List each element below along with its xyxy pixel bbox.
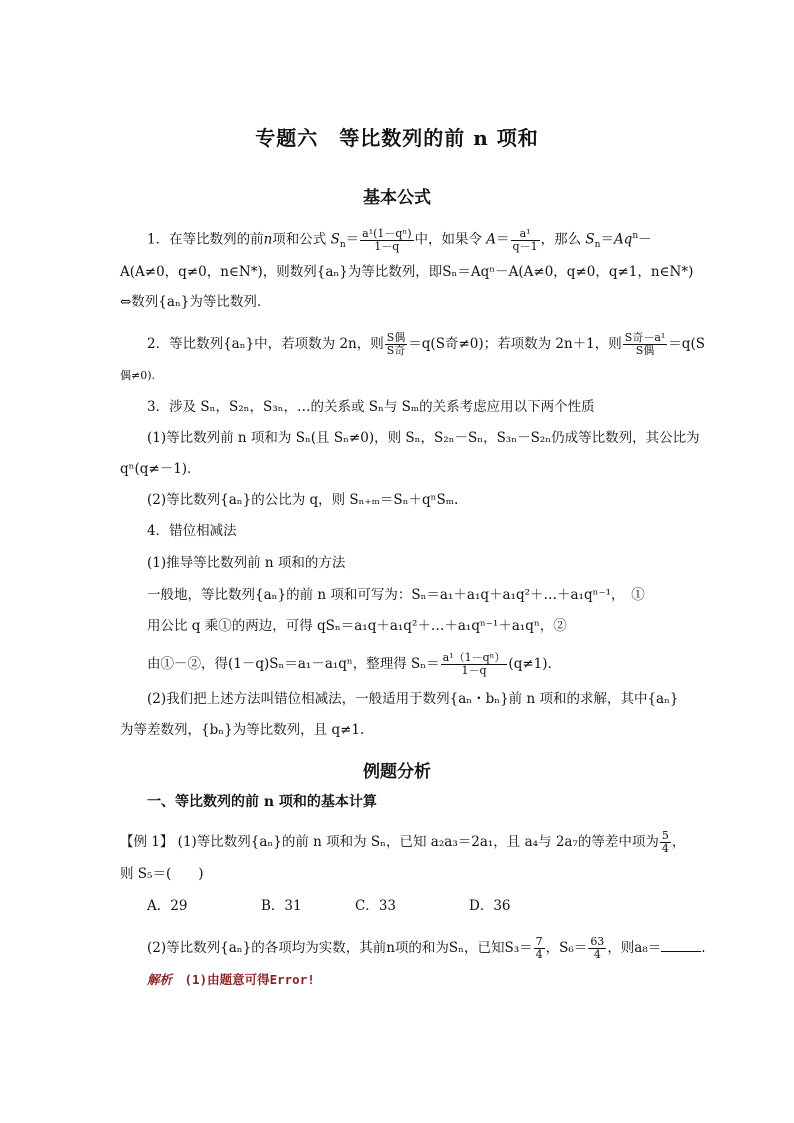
- p4-line1: 4．错位相减法: [147, 523, 237, 539]
- p3-line1: 3．涉及 Sₙ，S₂ₙ，S₃ₙ，…的关系或 Sₙ与 Sₘ的关系考虑应用以下两个性质: [147, 399, 595, 415]
- answer-blank: [661, 939, 701, 952]
- p4-line4: 用公比 q 乘①的两边，可得 qSₙ＝a₁q＋a₁q²＋…＋a₁qⁿ⁻¹＋a₁qⁿ，②: [147, 618, 567, 634]
- p4-line2: (1)推导等比数列前 n 项和的方法: [147, 555, 346, 571]
- p2-line1: 2．等比数列{aₙ}中，若项数为 2n，则 $\frac{\text{S偶}}{\text{S奇}}$ ＝q(S奇≠0)；若项数为 2n＋1，则 $\frac{\text{S奇－a¹}}{\text{S偶}}$ ＝q(S: [147, 331, 705, 357]
- p1-line1: 1．在等比数列的前n项和公式 $S_n=$ $\frac{\text{a¹(1－qⁿ)}}{1-q}$ 中，如果令 A＝ $\frac{\text{a¹}}{q-1}$ ，那么 $S_n=Aq^n-$: [147, 226, 652, 253]
- example-1-fraction: $\frac{5}{4}$: [661, 829, 669, 855]
- fraction-s6: $\frac{63}{4}$: [590, 935, 605, 961]
- p4-line5: 由①－②，得(1－q)Sₙ＝a₁－a₁qⁿ，整理得 Sₙ＝ $\frac{\text{a¹（1－qⁿ）}}{1-q}$ (q≠1)．: [147, 651, 561, 677]
- example-1-part2: (2)等比数列{aₙ}的各项均为实数，其前n项的和为Sₙ，已知S₃＝ $\frac{7}{4}$ ，S₆＝ $\frac{63}{4}$ ，则a₈＝ .: [147, 935, 706, 961]
- p1-fraction-a: $\frac{\text{a¹}}{q-1}$: [512, 226, 538, 253]
- heading-formulas: 基本公式: [363, 188, 431, 208]
- option-b: B．31: [261, 898, 302, 914]
- p4-line6: (2)我们把上述方法叫错位相减法，一般适用于数列{aₙ・bₙ}前 n 项和的求解，其中{aₙ}: [147, 691, 679, 707]
- example-1-line1: 【例 1】 (1)等比数列{aₙ}的前 n 项和为 Sₙ，已知 a₂a₃＝2a₁，且 a₄与 2a₇的等差中项为 $\frac{5}{4}$ ，: [120, 829, 686, 855]
- p1-line3: ⇔数列{aₙ}为等比数列．: [120, 294, 271, 310]
- p3-line4: (2)等比数列{aₙ}的公比为 q，则 Sₙ₊ₘ＝Sₙ＋qⁿSₘ.: [147, 492, 459, 508]
- p4-line7: 为等差数列，{bₙ}为等比数列，且 q≠1.: [120, 722, 365, 738]
- example-1-line2: 则 S₅＝( ): [120, 866, 204, 882]
- section-heading-1: 一、等比数列的前 n 项和的基本计算: [147, 794, 377, 810]
- solution-line: [147, 970, 315, 990]
- page-title: 专题六 等比数列的前 n 项和: [255, 126, 539, 150]
- p1-fraction-sum: $\frac{\text{a¹(1－qⁿ)}}{1-q}$: [362, 226, 412, 253]
- option-d: D．36: [469, 898, 511, 914]
- p4-line3: 一般地，等比数列{aₙ}的前 n 项和可写为：Sₙ＝a₁＋a₁q＋a₁q²＋…＋a₁qⁿ⁻¹， ①: [147, 587, 645, 603]
- heading-examples: 例题分析: [363, 762, 431, 782]
- solution-label: 解析: [147, 972, 173, 987]
- option-a: A．29: [147, 898, 188, 914]
- solution-text: (1)由题意可得Error!: [184, 972, 315, 987]
- p4-fraction-sum: $\frac{\text{a¹（1－qⁿ）}}{1-q}$: [442, 651, 506, 677]
- p3-line2: (1)等比数列前 n 项和为 Sₙ(且 Sₙ≠0)，则 Sₙ，S₂ₙ－Sₙ，S₃ₙ－S₂ₙ仍成等比数列，其公比为: [147, 430, 700, 446]
- p2-fraction-2: $\frac{\text{S奇－a¹}}{\text{S偶}}$: [624, 331, 666, 357]
- p3-line3: qⁿ(q≠－1)．: [120, 461, 201, 477]
- p2-line2: 偶≠0).: [120, 369, 156, 382]
- p1-line2: A(A≠0，q≠0，n∈N*)，则数列{aₙ}为等比数列，即Sₙ＝Aqⁿ－A(A≠0，q≠0，q≠1，n∈N*): [120, 264, 694, 280]
- fraction-s3: $\frac{7}{4}$: [535, 935, 543, 961]
- p2-fraction-1: $\frac{\text{S偶}}{\text{S奇}}$: [386, 331, 406, 357]
- option-c: C．33: [355, 898, 397, 914]
